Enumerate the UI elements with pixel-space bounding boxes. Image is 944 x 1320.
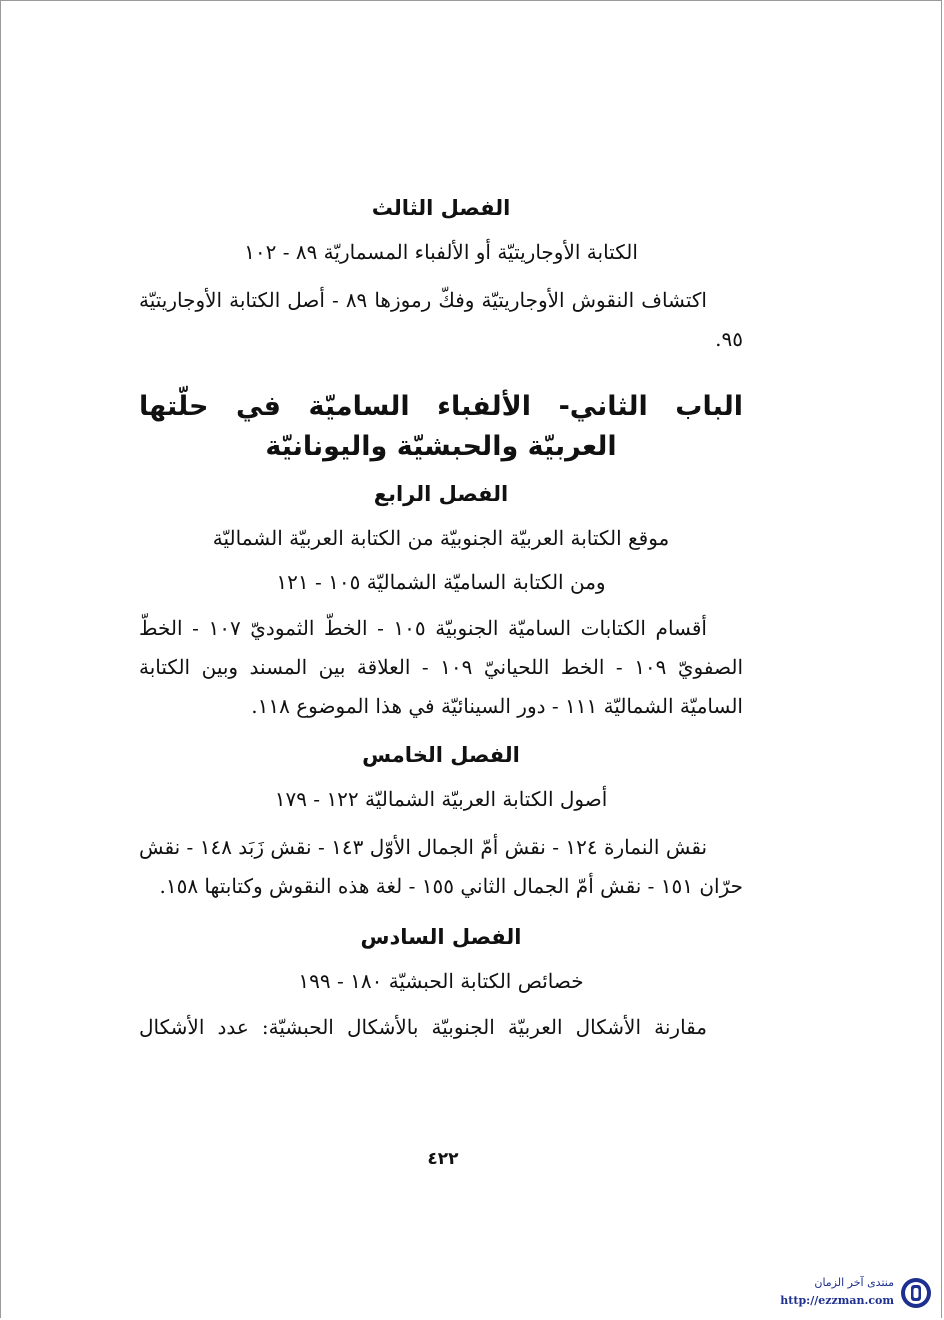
chapter-5-heading: الفصل الخامس xyxy=(362,743,520,767)
forum-watermark[interactable] xyxy=(746,1274,936,1314)
chapter-5-summary: نقش النمارة ١٢٤ - نقش أمّ الجمال الأوّل ١٤٣ - نقش زَبَد ١٤٨ - نقش حرّان ١٥١ - نقش أمّ الجمال الثاني ١٥٥ - لغة هذه النقوش وكتابتها ١٥٨. xyxy=(139,835,743,898)
chapter-4-title-line-1: موقع الكتابة العربيّة الجنوبيّة من الكتابة العربيّة الشماليّة xyxy=(212,526,670,550)
chapter-6-summary: مقارنة الأشكال العربيّة الجنوبيّة بالأشكال الحبشيّة: عدد الأشكال xyxy=(139,1015,707,1039)
page-content xyxy=(139,189,743,1047)
chapter-4-heading: الفصل الرابع xyxy=(373,482,509,506)
chapter-3-title: الكتابة الأوجاريتيّة أو الألفباء المسماريّة ٨٩ - ١٠٢ xyxy=(244,240,638,264)
forum-url[interactable]: http://ezzman.com xyxy=(780,1294,894,1307)
chapter-4-summary: أقسام الكتابات الساميّة الجنوبيّة ١٠٥ - الخطّ الثموديّ ١٠٧ - الخطّ الصفويّ ١٠٩ - الخط اللحيانيّ ١٠٩ - العلاقة بين المسند وبين الكتابة الساميّة الشماليّة ١١١ - دور السينائيّة في هذا الموضوع ١١٨. xyxy=(139,616,743,718)
page-number: ٤٢٢ xyxy=(427,1149,459,1169)
chapter-4-title-line-2: ومن الكتابة الساميّة الشماليّة ١٠٥ - ١٢١ xyxy=(276,570,606,594)
chapter-3-heading: الفصل الثالث xyxy=(371,196,511,220)
forum-name: منتدى آخر الزمان xyxy=(814,1276,894,1289)
part-2-heading: الباب الثاني- الألفباء الساميّة في حلّتها العربيّة والحبشيّة واليونانيّة xyxy=(139,391,743,462)
forum-logo-icon xyxy=(900,1276,932,1310)
chapter-6-title: خصائص الكتابة الحبشيّة ١٨٠ - ١٩٩ xyxy=(298,969,584,993)
chapter-6-heading: الفصل السادس xyxy=(360,925,522,949)
chapter-5-title: أصول الكتابة العربيّة الشماليّة ١٢٢ - ١٧٩ xyxy=(274,787,608,811)
chapter-3-summary: اكتشاف النقوش الأوجاريتيّة وفكّ رموزها ٨٩ - أصل الكتابة الأوجاريتيّة ٩٥. xyxy=(139,288,743,351)
